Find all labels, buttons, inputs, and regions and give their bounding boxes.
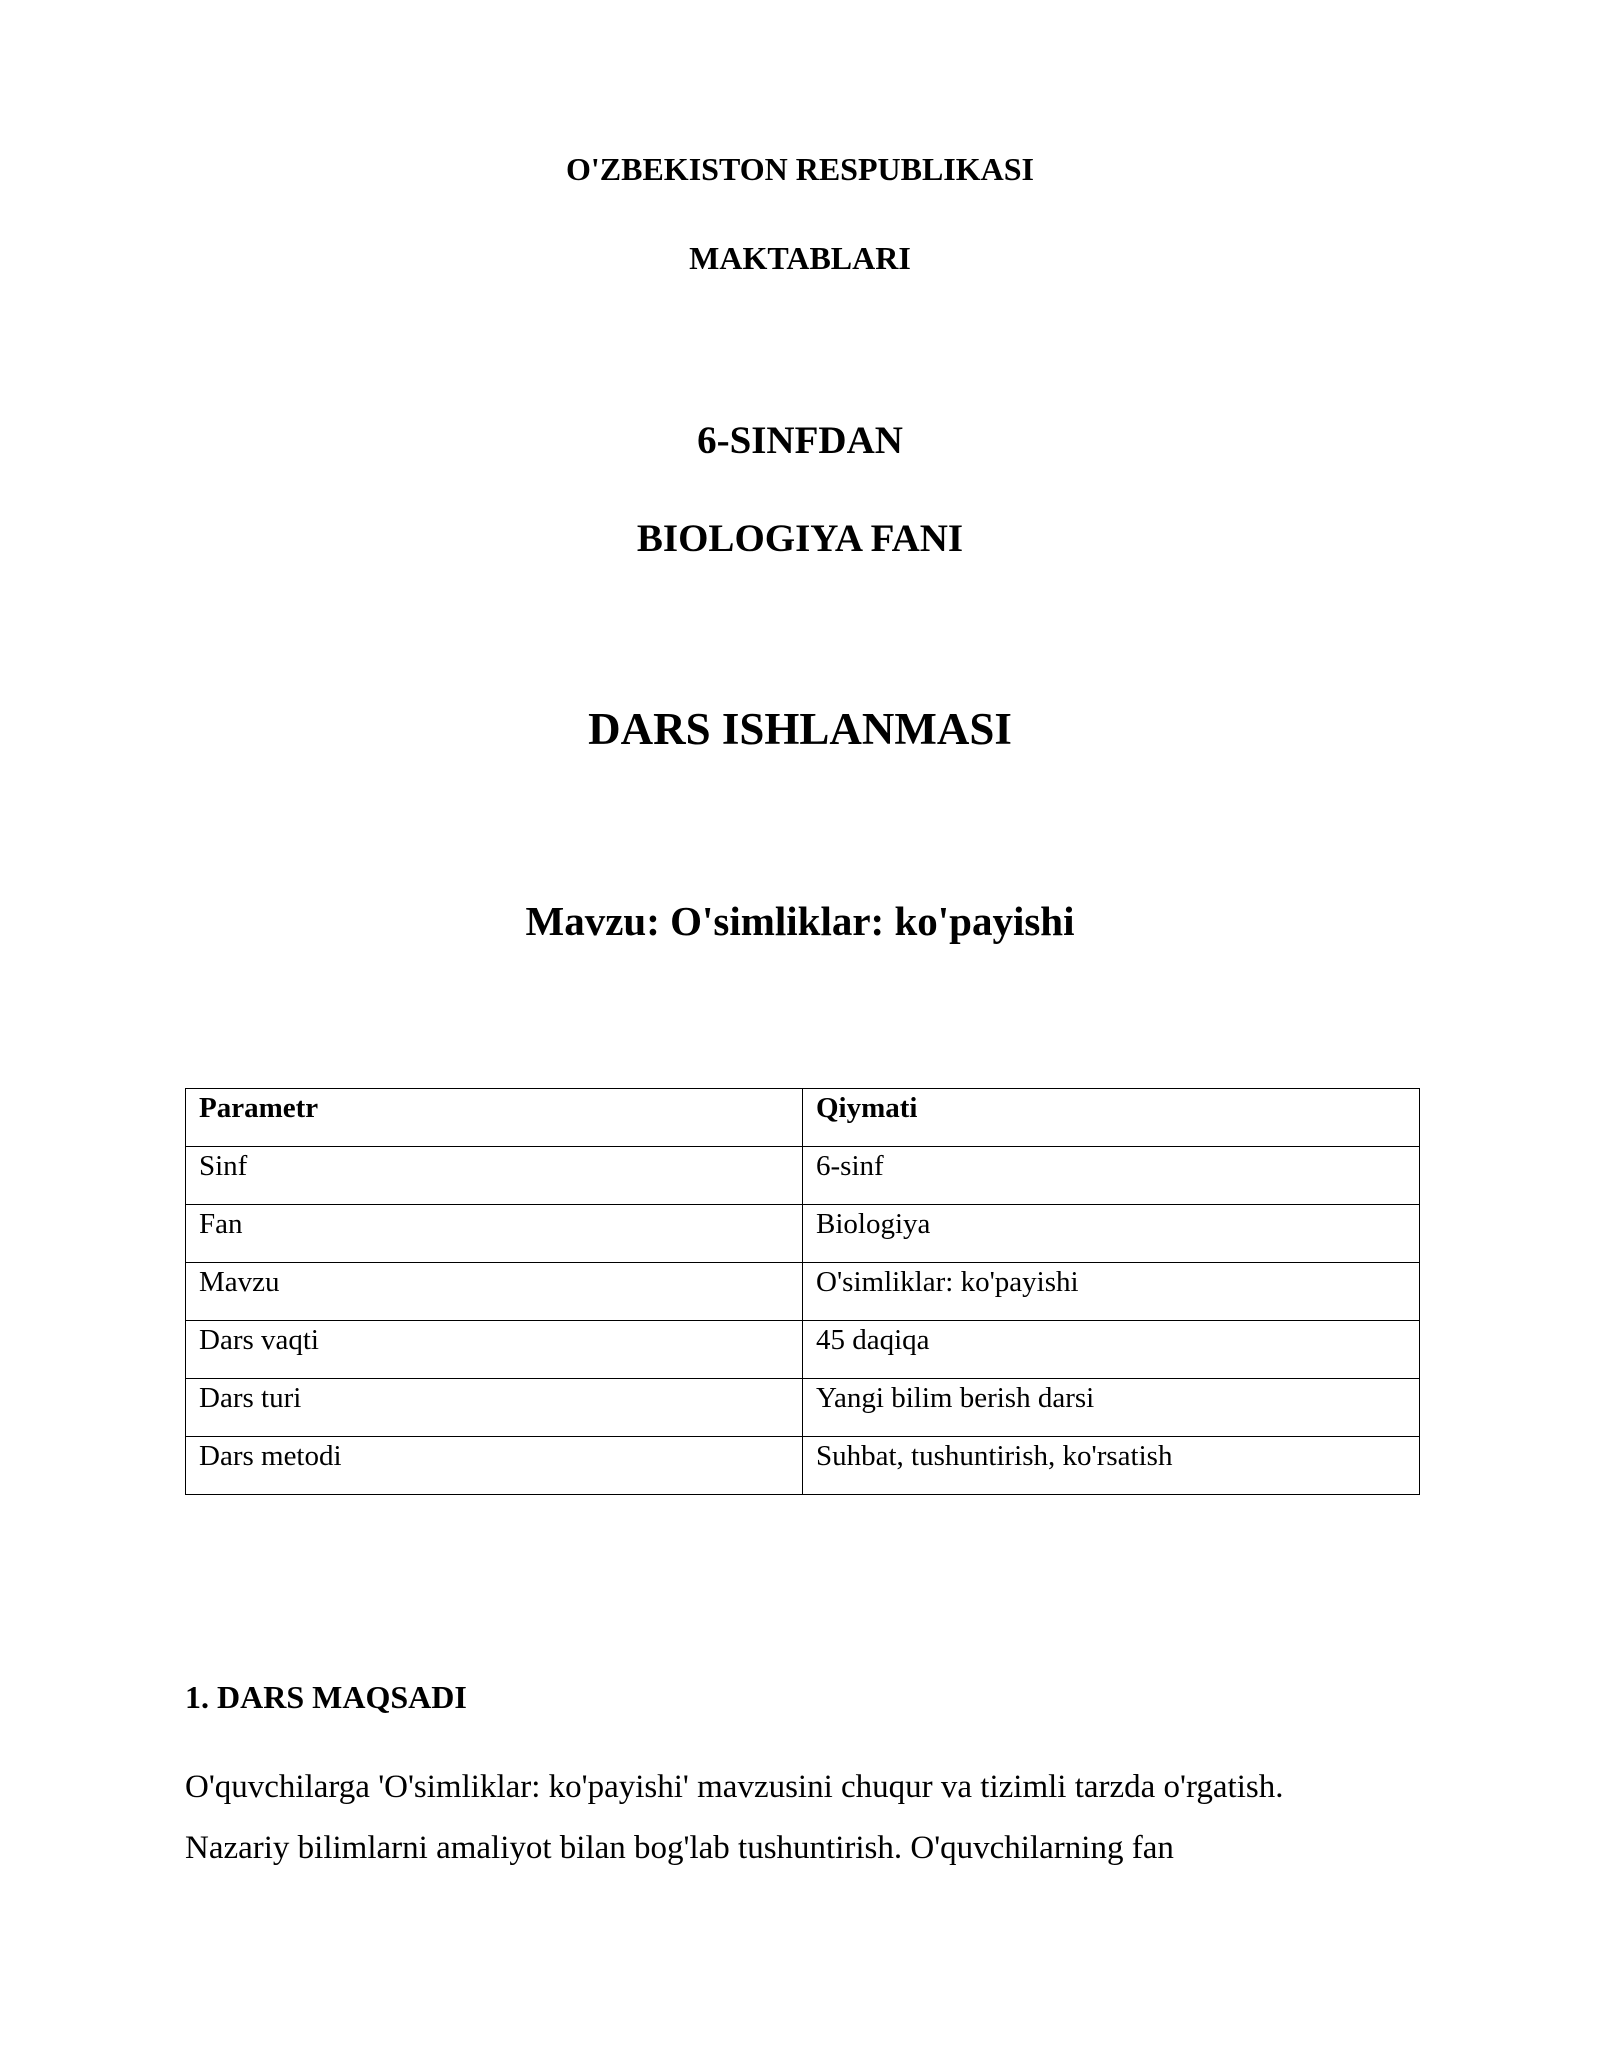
table-header-row <box>186 1089 1420 1147</box>
table-cell-value: Biologiya <box>803 1205 1420 1263</box>
paragraph-line: Nazariy bilimlarni amaliyot bilan bog'lab tushuntirish. O'quvchilarning fan <box>185 1830 1174 1866</box>
table-cell-parameter: Dars metodi <box>186 1437 803 1495</box>
table-cell-value: Suhbat, tushuntirish, ko'rsatish <box>803 1437 1420 1495</box>
table-cell-value: 6-sinf <box>803 1147 1420 1205</box>
table-row <box>186 1321 1420 1379</box>
document-title: DARS ISHLANMASI <box>588 704 1012 754</box>
section-heading-lesson-goal: 1. DARS MAQSADI <box>185 1679 467 1715</box>
table-cell-value: O'simliklar: ko'payishi <box>803 1263 1420 1321</box>
table-cell-parameter: Dars vaqti <box>186 1321 803 1379</box>
table-row <box>186 1147 1420 1205</box>
table-row <box>186 1263 1420 1321</box>
header-country: O'ZBEKISTON RESPUBLIKASI <box>565 151 1034 187</box>
table-cell-parameter: Fan <box>186 1205 803 1263</box>
header-subject: BIOLOGIYA FANI <box>636 517 964 560</box>
table-header-cell: Qiymati <box>803 1089 1420 1147</box>
lesson-topic: Mavzu: O'simliklar: ko'payishi <box>525 898 1075 944</box>
parameters-table <box>185 1088 1420 1495</box>
table-header-cell: Parametr <box>186 1089 803 1147</box>
header-grade: 6-SINFDAN <box>697 419 903 462</box>
table-cell-value: 45 daqiqa <box>803 1321 1420 1379</box>
paragraph-line: O'quvchilarga 'O'simliklar: ko'payishi' mavzusini chuqur va tizimli tarzda o'rgatish. <box>185 1769 1284 1805</box>
table-cell-parameter: Sinf <box>186 1147 803 1205</box>
table-cell-value: Yangi bilim berish darsi <box>803 1379 1420 1437</box>
table-row <box>186 1437 1420 1495</box>
table-row <box>186 1379 1420 1437</box>
table-row <box>186 1205 1420 1263</box>
table-cell-parameter: Dars turi <box>186 1379 803 1437</box>
header-schools: MAKTABLARI <box>689 240 911 276</box>
table-cell-parameter: Mavzu <box>186 1263 803 1321</box>
